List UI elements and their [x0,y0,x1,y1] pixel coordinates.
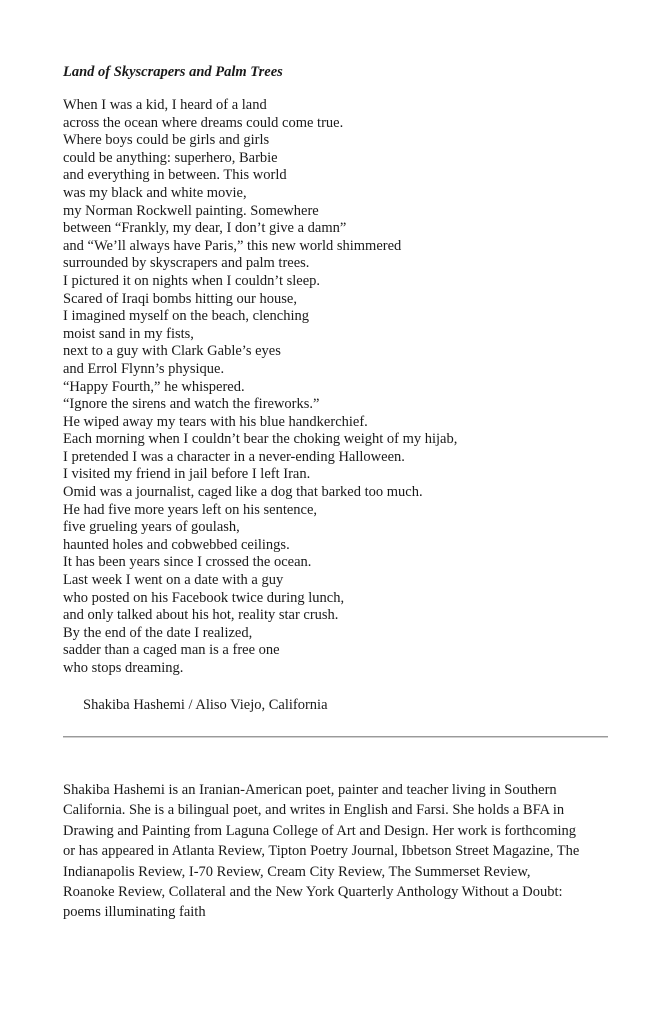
poem-body [63,97,457,678]
poem-line: who posted on his Facebook twice during lunch, [63,589,345,606]
poem-line: I imagined myself on the beach, clenching [63,308,310,325]
poem-line: “Ignore the sirens and watch the fireworks.” [63,396,320,413]
poem-line: I visited my friend in jail before I left Iran. [63,466,311,483]
poem-line: surrounded by skyscrapers and palm trees. [63,255,310,272]
poem-line: Omid was a journalist, caged like a dog that barked too much. [63,484,423,501]
bio-line: Roanoke Review, Collateral and the New York Quarterly Anthology Without a Doubt: [63,883,563,900]
bio-line: Shakiba Hashemi is an Iranian-American poet, painter and teacher living in Southern [63,782,557,798]
poem-line: I pictured it on nights when I couldn’t sleep. [63,272,321,289]
poem-line: I pretended I was a character in a never-ending Halloween. [63,448,405,465]
bio-line: California. She is a bilingual poet, and writes in English and Farsi. She holds a BFA in [63,802,565,819]
poem-line: When I was a kid, I heard of a land [63,97,267,113]
poem-line: Scared of Iraqi bombs hitting our house, [63,290,297,307]
author-bio [63,780,623,923]
poem-line: was my black and white movie, [63,184,247,201]
poem-line: across the ocean where dreams could come true. [63,114,344,131]
poem-line: could be anything: superhero, Barbie [63,149,278,166]
poem-line: Where boys could be girls and girls [63,132,270,149]
poem-title: Land of Skyscrapers and Palm Trees [63,64,283,80]
poem-line: moist sand in my fists, [63,325,194,342]
poem-line: between “Frankly, my dear, I don’t give a damn” [63,220,347,237]
poem-line: and Errol Flynn’s physique. [63,360,225,377]
poem-line: my Norman Rockwell painting. Somewhere [63,202,319,219]
bio-line: Indianapolis Review, I-70 Review, Cream City Review, The Summerset Review, [63,863,531,880]
poem-line: Last week I went on a date with a guy [63,572,284,589]
author-byline: Shakiba Hashemi / Aliso Viejo, California [83,697,328,713]
poem-line: By the end of the date I realized, [63,624,253,641]
bio-line: poems illuminating faith [63,904,206,921]
bio-line: Drawing and Painting from Laguna College of Art and Design. Her work is forthcoming [63,822,577,839]
poem-line: He had five more years left on his sentence, [63,501,318,518]
bio-line: or has appeared in Atlanta Review, Tipton Poetry Journal, Ibbetson Street Magazine, The [63,843,580,860]
poem-line: next to a guy with Clark Gable’s eyes [63,343,281,360]
poem-line: and everything in between. This world [63,167,287,184]
poem-line: five grueling years of goulash, [63,519,240,536]
section-divider [63,736,608,738]
poem-line: He wiped away my tears with his blue handkerchief. [63,413,368,430]
poem-line: who stops dreaming. [63,660,184,676]
poem-line: and only talked about his hot, reality star crush. [63,607,339,624]
poem-line: sadder than a caged man is a free one [63,642,280,659]
poem-line: Each morning when I couldn’t bear the choking weight of my hijab, [63,431,458,448]
poem-line: and “We’ll always have Paris,” this new world shimmered [63,237,402,254]
poem-line: “Happy Fourth,” he whispered. [63,378,245,395]
poem-line: It has been years since I crossed the ocean. [63,554,312,571]
poem-line: haunted holes and cobwebbed ceilings. [63,536,290,553]
